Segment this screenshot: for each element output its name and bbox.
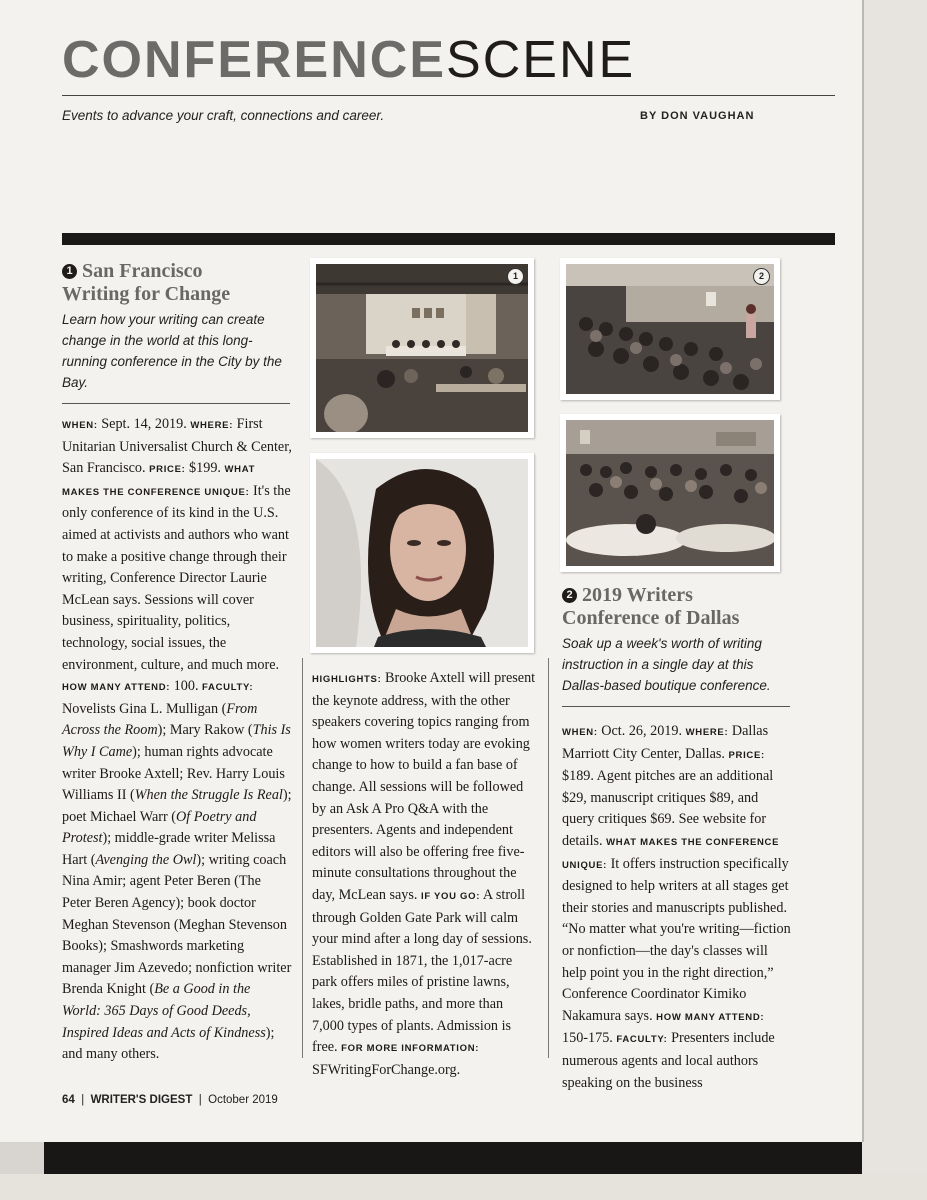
event-1-dek-rule	[62, 403, 290, 404]
when-label: WHEN:	[562, 727, 598, 738]
book-title: From Across the Room	[62, 700, 258, 739]
attend-label: HOW MANY ATTEND:	[62, 682, 171, 694]
event-2-title-line2: Conference of Dallas	[562, 607, 740, 629]
event-number-badge: 1	[62, 264, 77, 279]
where-label: WHERE:	[190, 420, 234, 431]
faculty-text: ); human rights advocate writer Brooke Axtell; Rev. Harry Louis Williams II (	[62, 743, 285, 804]
section-divider-bar	[62, 233, 835, 245]
faculty-text: ); poet Michael Warr (	[62, 787, 292, 825]
photo-number-badge: 1	[507, 268, 524, 285]
highlights-value: Brooke Axtell will present the keynote address, with the other speakers covering topics ranging from how women writers today are evoking change to how to build a fan base of change. All sessions will be followed by an Ask A Pro Q&A with the presenters. Agents and independent editors will also be offering free five-minute consultations throughout the day, McLean says.	[312, 670, 536, 903]
event-1-continued	[312, 668, 538, 1081]
audience-tables-illustration	[566, 420, 774, 566]
photo-audience-hall	[560, 258, 780, 400]
event-1-title-line2: Writing for Change	[62, 283, 231, 305]
byline: BY DON VAUGHAN	[640, 110, 755, 122]
unique-label: WHAT MAKES THE CONFERENCE UNIQUE:	[62, 464, 256, 498]
page-number: 64	[62, 1094, 75, 1106]
column-rule	[302, 658, 303, 1058]
if-you-go-label: IF YOU GO:	[421, 890, 481, 902]
event-2-column	[562, 584, 792, 1094]
faculty-text: ); Mary Rakow (	[157, 722, 253, 739]
faculty-value: Presenters include numerous agents and local authors speaking on the business	[562, 1030, 775, 1091]
portrait-illustration	[316, 459, 528, 647]
footer-separator: |	[198, 1094, 202, 1106]
if-you-go-value: A stroll through Golden Gate Park will calm your mind after a long day of sessions. Established in 1871, the 1,017-acre park offers miles of pristine lawns, lakes, bridle paths, and more than 7,000 types of plants. Admission is free.	[312, 886, 532, 1056]
issue-date: October 2019	[208, 1094, 278, 1106]
book-title: Of Poetry and Protest	[62, 808, 257, 847]
section-title	[62, 31, 636, 89]
faculty-text: ); writing coach Nina Amir; agent Peter Beren (The Peter Beren Agency); book doctor Meghan Stevenson (Meghan Stevenson Books); Smashwords marketing manager Jim Azevedo; nonfiction writer Brenda Knight (	[62, 851, 292, 998]
book-title: This Is Why I Came	[62, 722, 291, 760]
photo-image	[316, 264, 528, 432]
event-1-details	[62, 414, 292, 1066]
scan-bottom-edge	[0, 1174, 927, 1200]
when-value: Oct. 26, 2019.	[597, 723, 686, 739]
where-value: First Unitarian Universalist Church & Center, San Francisco.	[62, 416, 292, 477]
event-1-title-line1: San Francisco	[82, 260, 203, 282]
price-label: PRICE:	[149, 464, 186, 476]
price-label: PRICE:	[728, 749, 765, 761]
title-rule	[62, 95, 835, 96]
hall-panel-illustration	[316, 264, 528, 432]
unique-value: It's the only conference of its kind in the U.S. aimed at activists and authors who want to make a positive change through their writing, Conference Director Laurie McLean says. Sessions will cover business, spirituality, politics, technology, social issues, the environment, culture, and much more.	[62, 482, 291, 673]
publication-name: WRITER'S DIGEST	[90, 1094, 193, 1106]
attend-value: 150-175.	[562, 1030, 617, 1047]
faculty-label: FACULTY:	[616, 1034, 668, 1046]
event-2-details	[562, 721, 792, 1094]
audience-hall-illustration	[566, 264, 774, 394]
event-2-dek: Soak up a week's worth of writing instruction in a single day at this Dallas-based boutique conference.	[562, 636, 771, 693]
highlights-label: HIGHLIGHTS:	[312, 674, 382, 685]
photo-image	[566, 264, 774, 394]
event-number-badge: 2	[562, 588, 577, 603]
price-value: $189. Agent pitches are an additional $29, manuscript critiques $89, and query critiques $69. See website for details.	[562, 768, 774, 849]
photo-number-badge: 2	[753, 268, 770, 285]
where-label: WHERE:	[685, 727, 729, 738]
faculty-text: Novelists Gina L. Mulligan (	[62, 700, 227, 717]
faculty-label: FACULTY:	[202, 682, 254, 694]
photo-image	[316, 459, 528, 647]
unique-label: WHAT MAKES THE CONFERENCE UNIQUE:	[562, 836, 780, 871]
unique-value: It offers instruction specifically designed to help writers at all stages get their stories and manuscripts published. “No matter what you're writing—fiction or nonfiction—the day's classes will help point you in the right direction,” Conference Coordinator Kimiko Nakamura says.	[562, 855, 791, 1024]
event-2-title-line1: 2019 Writers	[582, 584, 693, 606]
price-value: $199.	[185, 460, 221, 477]
event-2-dek-rule	[562, 706, 790, 707]
footer-separator: |	[81, 1094, 85, 1106]
more-info-link[interactable]: SFWritingForChange.org.	[312, 1061, 461, 1078]
book-title: Avenging the Owl	[95, 851, 197, 868]
faculty-text: ); middle-grade writer Melissa Hart (	[62, 830, 276, 868]
book-title: Be a Good in the World: 365 Days of Good Deeds, Inspired Ideas and Acts of Kindness	[62, 981, 266, 1041]
event-1-column	[62, 260, 292, 1066]
section-subtitle: Events to advance your craft, connections and career.	[62, 108, 385, 123]
where-value: Dallas Marriott City Center, Dallas.	[562, 723, 769, 762]
event-2-title	[562, 584, 792, 630]
photo-conference-hall	[310, 258, 534, 438]
event-1-dek: Learn how your writing can create change in the world at this long-running conference in the City by the Bay.	[62, 312, 282, 390]
photo-audience-tables	[560, 414, 780, 572]
scan-shadow-bar	[44, 1140, 862, 1174]
event-1-title	[62, 260, 292, 306]
when-value: Sept. 14, 2019.	[97, 416, 191, 432]
photo-portrait	[310, 453, 534, 653]
photo-image	[566, 420, 774, 566]
title-part-scene: SCENE	[446, 31, 636, 89]
page-edge-strip	[862, 0, 927, 1200]
more-info-label: FOR MORE INFORMATION:	[341, 1043, 480, 1055]
page-footer	[62, 1094, 278, 1106]
attend-value: 100.	[170, 678, 203, 695]
column-rule	[548, 658, 549, 1058]
when-label: WHEN:	[62, 420, 98, 431]
title-part-conference: CONFERENCE	[62, 31, 447, 89]
attend-label: HOW MANY ATTEND:	[656, 1011, 765, 1023]
faculty-text: ); and many others.	[62, 1024, 275, 1063]
book-title: When the Struggle Is Real	[134, 787, 283, 804]
